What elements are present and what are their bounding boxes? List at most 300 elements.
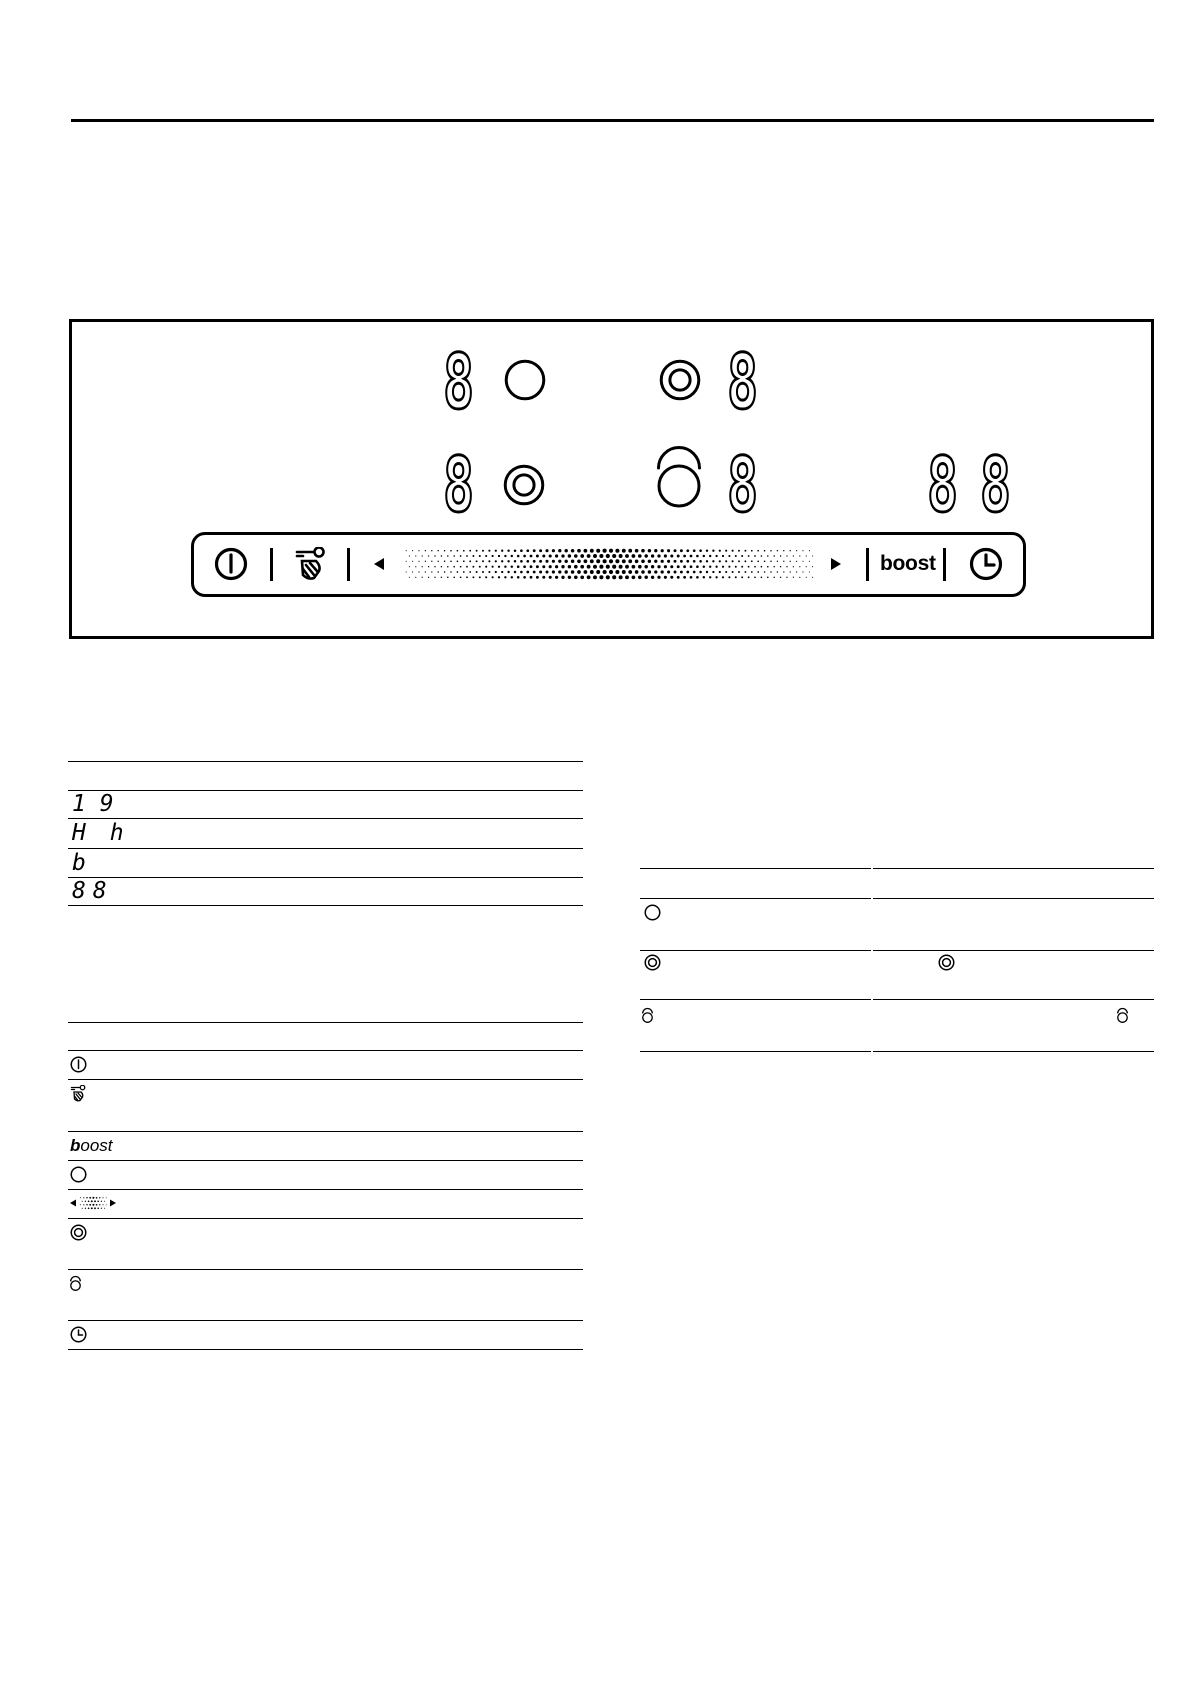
slider-dot <box>96 1204 98 1206</box>
display-symbol: 1 9 <box>72 791 114 817</box>
slider-dot <box>476 560 478 562</box>
slider-dot <box>453 566 455 568</box>
dual-zone-icon <box>938 954 955 971</box>
slider-dot <box>542 576 545 579</box>
slider-dot <box>748 576 750 578</box>
slider-dot <box>725 571 727 573</box>
timer-icon <box>70 1326 87 1343</box>
slider-dot <box>690 576 693 579</box>
slider-dot <box>460 566 462 568</box>
slider-dot <box>648 560 651 563</box>
slider-dot <box>644 554 647 557</box>
table-row <box>68 791 583 819</box>
slider-dot <box>539 571 542 574</box>
slider-dot <box>106 1204 107 1205</box>
slider-dot <box>485 566 487 568</box>
slider-dot <box>641 560 645 564</box>
slider-dot <box>549 576 552 579</box>
slider-dot <box>434 566 435 567</box>
slider-dot <box>485 555 487 557</box>
slider-dot <box>615 559 619 563</box>
slider-dot <box>693 549 696 552</box>
slider-dot <box>530 576 533 579</box>
slider-dot <box>802 561 803 562</box>
slider-dot <box>552 570 555 573</box>
slider-dot <box>706 560 708 562</box>
strip-divider <box>943 548 946 581</box>
slider-dot <box>751 571 753 573</box>
slider-dot <box>555 576 558 579</box>
slider-dot <box>517 576 520 579</box>
slider-dot <box>709 555 711 557</box>
slider-dot <box>86 1197 87 1198</box>
slider-dot <box>507 550 509 552</box>
slider-dot <box>603 549 607 553</box>
slider-dot <box>463 550 465 552</box>
slider-dot <box>463 560 465 562</box>
table-cell <box>873 951 1154 1000</box>
slider-dot <box>670 576 673 579</box>
display-symbol: 8 8 <box>72 878 107 904</box>
slider-dot <box>744 550 746 552</box>
slider-dot <box>773 566 774 567</box>
slider-dot <box>699 571 702 574</box>
slider-dot <box>654 549 657 552</box>
slider-dot <box>498 576 500 578</box>
slider-dot <box>796 571 797 572</box>
slider-dot <box>651 565 654 568</box>
slider-dot <box>719 560 721 562</box>
slider-dot <box>523 576 526 579</box>
slider-dot <box>625 565 629 569</box>
slider-dot <box>590 549 594 553</box>
slider-dot <box>677 555 680 558</box>
table-header-row <box>68 762 583 791</box>
slider-dot <box>693 571 696 574</box>
slider-dot <box>593 554 597 558</box>
slider-dot <box>738 550 740 552</box>
single-zone-icon <box>70 1166 87 1183</box>
slider-dot <box>712 560 714 562</box>
slider-dot <box>722 555 724 557</box>
slider-dot <box>674 560 677 563</box>
slider-dot <box>712 571 714 573</box>
display-symbol: H h <box>72 820 124 846</box>
slider-dot <box>587 554 591 558</box>
slider-dot <box>437 550 438 551</box>
slider-dot <box>596 549 600 553</box>
slider-dot <box>568 576 571 579</box>
slider-dot <box>558 570 561 573</box>
dual-zone-icon <box>658 358 702 402</box>
slider-dot <box>603 570 607 574</box>
slider-dot <box>428 566 429 567</box>
slider-dot <box>751 560 753 562</box>
table-row <box>68 1161 583 1190</box>
slider-dot <box>732 571 734 573</box>
slider-dot <box>609 570 613 574</box>
table-row <box>640 1000 1154 1052</box>
slider-dot <box>593 565 597 569</box>
slider-dot <box>590 570 594 574</box>
slider-dot <box>773 577 774 578</box>
slider-dot <box>728 555 730 557</box>
dual-zone-icon <box>502 463 546 507</box>
slider-dot <box>638 554 642 558</box>
slider-dot <box>806 566 807 567</box>
slider-dot <box>444 561 445 562</box>
slider-dot <box>542 555 545 558</box>
slider-dot <box>406 571 407 572</box>
slider-dot <box>793 566 794 567</box>
slider-dot <box>450 550 452 552</box>
table-row <box>640 899 1154 951</box>
power-icon <box>70 1056 87 1073</box>
slider-dot <box>434 577 435 578</box>
slider-dot <box>536 565 539 568</box>
slider-dot <box>667 549 670 552</box>
slider-dot <box>565 560 568 563</box>
slider-dot <box>767 577 769 579</box>
slider-dot <box>511 576 513 578</box>
slider-dot <box>80 1204 81 1205</box>
slider-dot <box>406 550 407 551</box>
slider-dot <box>793 555 794 556</box>
slider-dot <box>680 560 683 563</box>
slider-dot <box>501 560 503 562</box>
slider-dot <box>715 566 717 568</box>
slider-dot <box>657 554 660 557</box>
table-cell <box>873 899 1154 951</box>
table-row <box>68 1132 583 1161</box>
slider-dot <box>619 575 623 579</box>
zone-display-1: 8 <box>442 336 474 426</box>
slider-dot <box>767 555 769 557</box>
slider-dot <box>495 560 497 562</box>
slider-dot <box>568 565 571 568</box>
slider-dot <box>738 560 740 562</box>
slider-dot <box>809 571 810 572</box>
slider-dot <box>488 560 490 562</box>
slider-dot <box>686 560 689 563</box>
slider-dot <box>793 577 794 578</box>
slider-dot <box>501 571 503 573</box>
strip-divider <box>270 548 273 581</box>
slider-dot <box>680 549 683 552</box>
slider-dot <box>104 1201 105 1202</box>
slider-dot <box>488 571 490 573</box>
slider-dot <box>664 554 667 557</box>
slider-dot <box>80 1197 81 1198</box>
slider-dot <box>761 576 763 578</box>
slider-dot <box>526 560 529 563</box>
oval-zone-icon <box>1117 1007 1128 1023</box>
slider-dot <box>670 554 673 557</box>
table-row <box>68 1190 583 1219</box>
slider-dot <box>644 565 647 568</box>
strip-divider <box>347 548 350 581</box>
table-row <box>68 849 583 878</box>
zone-display-2: 8 <box>726 336 758 426</box>
table-cell <box>640 868 871 899</box>
slider-dot <box>612 554 616 558</box>
slider-dot <box>450 561 452 563</box>
slider-dot <box>651 576 654 579</box>
slider-dot <box>780 566 781 567</box>
slider-dot <box>780 555 781 556</box>
slider-dot <box>609 559 613 563</box>
slider-dot <box>495 571 497 573</box>
slider-dot <box>735 576 737 578</box>
slider-dot <box>596 570 600 574</box>
slider-dot <box>514 571 517 574</box>
slider-dot <box>580 554 584 558</box>
slider-dot <box>415 566 416 567</box>
slider-dot <box>447 566 449 568</box>
slider-dot <box>728 566 730 568</box>
slider-dot <box>664 565 667 568</box>
display-symbol: b <box>72 849 86 876</box>
slider-dot <box>571 560 575 564</box>
slider-dot <box>773 555 774 556</box>
slider-dot <box>88 1207 90 1209</box>
strip-divider <box>866 548 869 581</box>
slider-dot <box>584 549 588 553</box>
slider-dot <box>406 561 407 562</box>
slider-dot <box>648 570 651 573</box>
slider-dot <box>670 565 673 568</box>
slider-dot <box>632 554 636 558</box>
slider-dot <box>428 577 429 578</box>
slider-dot <box>428 555 429 556</box>
slider-dot <box>412 561 413 562</box>
slider-left-arrow-icon <box>372 556 386 572</box>
slider-dot <box>732 560 734 562</box>
slider-dot <box>764 571 766 573</box>
slider-dot <box>635 549 639 553</box>
slider-dot <box>809 550 810 551</box>
slider-dot <box>412 550 413 551</box>
slider-dot <box>661 560 664 563</box>
slider-dot <box>574 576 578 580</box>
slider-dot <box>661 570 664 573</box>
slider-dot <box>520 560 523 563</box>
slider-dot <box>603 559 607 563</box>
slider-dot <box>418 571 419 572</box>
slider-dot <box>622 549 626 553</box>
slider-dot <box>523 555 526 558</box>
slider-dot <box>680 571 683 574</box>
slider-dot <box>482 560 484 562</box>
slider-dot <box>587 565 591 569</box>
table-header-row <box>640 868 1154 899</box>
slider-dot <box>571 570 575 574</box>
slider-dot <box>625 554 629 558</box>
slider-dot <box>577 570 581 574</box>
slider-dot <box>587 575 591 579</box>
slider-dot <box>92 1197 94 1199</box>
slider-dot <box>783 561 784 562</box>
slider-dot <box>735 555 737 557</box>
slider-dot <box>628 549 632 553</box>
slider-dot <box>533 549 536 552</box>
slider-dot <box>667 560 670 563</box>
slider-dot <box>526 571 529 574</box>
slider-dot <box>86 1204 87 1205</box>
slider-dot <box>466 576 468 578</box>
slider-dot <box>574 554 578 558</box>
slider-dot <box>552 560 555 563</box>
slider-dot <box>770 571 772 573</box>
slider-dot <box>799 577 800 578</box>
slider-dot <box>783 571 784 572</box>
table-cell <box>640 1000 871 1052</box>
slider-dot <box>686 571 689 574</box>
slider-dot <box>83 1204 84 1205</box>
slider-dot <box>507 560 509 562</box>
slider-dot <box>437 561 438 562</box>
slider-dot <box>706 549 708 551</box>
slider-dot <box>574 565 578 569</box>
slider-dot <box>590 559 594 563</box>
slider-dot <box>806 577 807 578</box>
slider-dot <box>661 549 664 552</box>
slider-dot <box>453 555 455 557</box>
slider-dot <box>101 1208 102 1209</box>
slider-dot <box>444 571 445 572</box>
slider-dot <box>654 560 657 563</box>
slider-dot <box>641 549 645 553</box>
slider-dot <box>748 566 750 568</box>
power-level-slider <box>403 548 814 580</box>
slider-dot <box>526 549 529 552</box>
slider-dot <box>580 575 584 579</box>
slider-dot <box>479 576 481 578</box>
slider-dot <box>488 550 490 552</box>
slider-dot <box>422 555 423 556</box>
slider-dot <box>511 555 513 557</box>
slider-dot <box>615 570 619 574</box>
slider-dot <box>790 561 791 562</box>
slider-dot <box>94 1207 96 1209</box>
slider-dot <box>754 566 756 568</box>
slider-dot <box>92 1204 94 1206</box>
slider-dot <box>612 565 616 569</box>
slider-dot <box>767 566 769 568</box>
slider-dot <box>748 555 750 557</box>
slider-dot <box>466 555 468 557</box>
slider-dot <box>545 570 548 573</box>
slider-dot <box>790 571 791 572</box>
slider-dot <box>447 555 449 557</box>
slider-dot <box>657 576 660 579</box>
slider-dot <box>492 555 494 557</box>
slider-dot <box>83 1197 84 1198</box>
slider-dot <box>683 576 686 579</box>
slider-dot <box>415 577 416 578</box>
slider-dot <box>94 1200 96 1202</box>
slider-dot <box>507 571 509 573</box>
slider-dot <box>751 550 753 552</box>
slider-dot <box>625 575 629 579</box>
slider-dot <box>561 554 564 557</box>
slider-dot <box>690 565 693 568</box>
slider-dot <box>577 559 581 563</box>
header-rule <box>71 119 1154 122</box>
slider-dot <box>450 571 452 573</box>
slider-dot <box>806 555 807 556</box>
slider-dot <box>409 555 410 556</box>
table-cell <box>873 1000 1154 1052</box>
slider-dot <box>812 566 813 567</box>
slider-dot <box>89 1197 91 1199</box>
slider-dot <box>453 577 455 579</box>
slider-dot <box>542 565 545 568</box>
slider-dot <box>482 550 484 552</box>
slider-dot <box>796 550 797 551</box>
slider-dot <box>412 571 413 572</box>
slider-dot <box>703 565 705 567</box>
slider-dot <box>441 555 442 556</box>
slider-dot <box>460 555 462 557</box>
slider-dot <box>495 550 497 552</box>
slider-dot <box>580 565 584 569</box>
slider-dot <box>609 549 613 553</box>
slider-dot <box>683 565 686 568</box>
slider-dot <box>728 576 730 578</box>
slider-dot <box>82 1208 83 1209</box>
timer-icon <box>969 547 1003 581</box>
slider-dot <box>555 554 558 557</box>
slider-dot <box>463 571 465 573</box>
slider-dot <box>97 1201 99 1203</box>
slider-dot <box>628 570 632 574</box>
slider-dot <box>102 1204 103 1205</box>
slider-dot <box>441 577 442 578</box>
slider-dot <box>422 566 423 567</box>
slider-dot <box>693 560 696 563</box>
single-zone-icon <box>644 904 661 921</box>
slider-dot <box>606 554 610 558</box>
child-lock-icon <box>70 1085 87 1102</box>
table-cell <box>873 868 1154 899</box>
display-symbols-table <box>68 761 583 906</box>
boost-label: boost <box>70 1136 113 1155</box>
slider-dot <box>732 550 734 552</box>
slider-dot <box>577 549 581 553</box>
slider-dot <box>799 566 800 567</box>
slider-dot <box>99 1197 100 1198</box>
table-row <box>68 1051 583 1080</box>
slider-dot <box>457 560 459 562</box>
slider-dot <box>738 571 740 573</box>
boost-label: boost <box>880 552 936 575</box>
table-row <box>640 951 1154 1000</box>
slider-dot <box>757 550 759 552</box>
slider-dot <box>796 561 797 562</box>
slider-dot <box>644 576 647 579</box>
slider-dot <box>514 560 517 563</box>
slider-dot <box>638 576 642 580</box>
slider-dot <box>472 555 474 557</box>
table-row <box>68 819 583 849</box>
slider-dot <box>757 571 759 573</box>
slider-dot <box>536 576 539 579</box>
slider-dot <box>754 555 756 557</box>
slider-dot <box>520 571 523 574</box>
slider-dot <box>539 549 542 552</box>
slider-dot <box>677 576 680 579</box>
